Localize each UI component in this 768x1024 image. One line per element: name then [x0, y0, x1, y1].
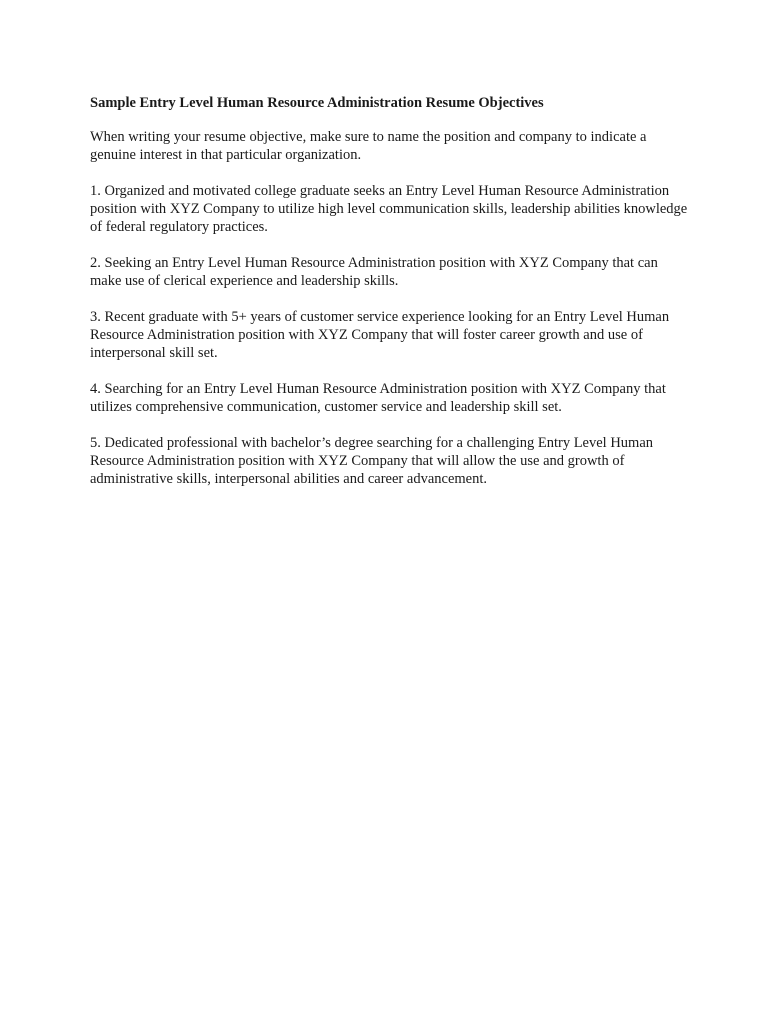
- intro-paragraph: When writing your resume objective, make sure to name the position and company to indicate a genuine interest in that particular organization.: [90, 129, 647, 163]
- document-body: [90, 94, 690, 506]
- objective-paragraph-4: 4. Searching for an Entry Level Human Resource Administration position with XYZ Company that utilizes comprehensive communication, customer service and leadership skill set.: [90, 381, 666, 415]
- objective-paragraph-1: 1. Organized and motivated college graduate seeks an Entry Level Human Resource Administration position with XYZ Company to utilize high level communication skills, leadership abilities knowledge of federal regulatory practices.: [90, 183, 688, 235]
- objective-paragraph-5: 5. Dedicated professional with bachelor’s degree searching for a challenging Entry Level Human Resource Administration position with XYZ Company that will allow the use and growth of administrative skills, interpersonal abilities and career advancement.: [90, 435, 654, 487]
- objective-paragraph-3: 3. Recent graduate with 5+ years of customer service experience looking for an Entry Level Human Resource Administration position with XYZ Company that will foster career growth and use of interpersonal skill set.: [90, 309, 670, 361]
- document-title: Sample Entry Level Human Resource Administration Resume Objectives: [90, 95, 544, 111]
- objective-paragraph-2: 2. Seeking an Entry Level Human Resource Administration position with XYZ Company that can make use of clerical experience and leadership skills.: [90, 255, 658, 289]
